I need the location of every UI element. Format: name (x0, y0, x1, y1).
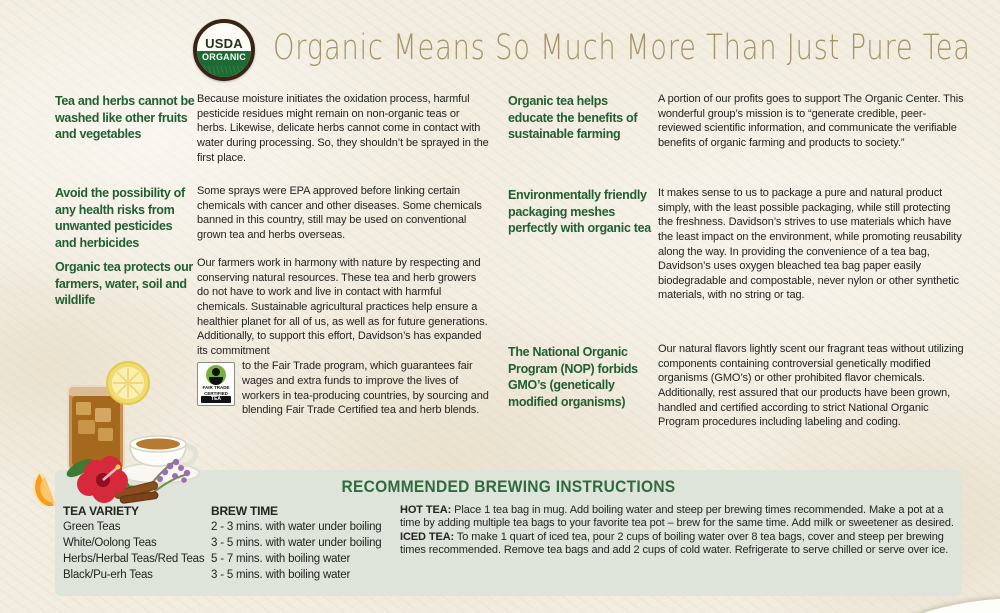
heading-friendly-packaging: Environmentally friendly packaging meshes perfectly with organic tea (508, 188, 651, 236)
fair-trade-tea-tag: TEA (201, 396, 231, 403)
tea-collage-graphic (18, 356, 210, 506)
column-header-tea-variety: TEA VARIETY (63, 504, 139, 518)
iced-tea-label: ICED TEA: (400, 530, 455, 543)
usda-seal-field-lines (202, 66, 245, 74)
hot-tea-instructions (400, 504, 955, 531)
heading-educate-benefits: Organic tea helps educate the benefits of sustainable farming (508, 94, 638, 142)
usda-organic-seal-icon (193, 19, 255, 81)
tea-collage-image (18, 356, 210, 511)
heading-nop-forbids-gmo: The National Organic Program (NOP) forbids GMO’s (genetically modified organisms) (508, 345, 638, 409)
paragraph-farmers-harmony (197, 256, 489, 418)
usda-seal-top-label: USDA (205, 36, 243, 52)
heading-organic-protects: Organic tea protects our farmers, water, soil and wildlife (55, 260, 193, 308)
table-row: Black/Pu-erh Teas 3 - 5 mins. with boiling water (63, 569, 351, 581)
lemon-slice-icon (107, 362, 149, 404)
tea-variety-table (63, 503, 396, 583)
fair-trade-label-line1: FAIR TRADE (202, 385, 230, 391)
table-row: White/Oolong Teas 3 - 5 mins. with water under boiling (63, 537, 382, 549)
hot-tea-label: HOT TEA: (400, 504, 452, 516)
paragraph-epa-sprays: Some sprays were EPA approved before linking certain chemicals with cancer and other diseases. Some chemicals banned in this country, still may be used on conventional grown tea and herbs overseas. (197, 185, 482, 241)
iced-tea-text: To make 1 quart of iced tea, pour 2 cups of boiling water over 8 tea bags, cover and steep per brewing times recommended. Remove tea bags and add 2 cups of cold water. Refrigerate to serve chilled or serve over ice. (400, 530, 949, 557)
paragraph-moisture-oxidation: Because moisture initiates the oxidation process, harmful pesticide residues might remain on non-organic teas or herbs. Likewise, delicate herbs cannot come in contact with water during processing. So, they shouldn’t be sprayed in the first place. (197, 93, 489, 164)
column-header-brew-time: BREW TIME (211, 504, 278, 518)
page-title: Organic Means So Much More Than Just Pure Tea (273, 28, 971, 68)
paragraph-farmers-harmony-text: Our farmers work in harmony with nature by respecting and conserving natural resources. These tea and herb growers do not have to work and live in contact with harmful chemicals. Sustainable agricultural practices help ensure a healthier planet for all of us, as well as for future generations. Additionally, to support this effort, Davidson’s has expanded its commitment (197, 257, 488, 357)
paragraph-fair-trade-wrap (197, 359, 489, 418)
orange-slice-icon (34, 472, 56, 506)
brewing-title: RECOMMENDED BREWING INSTRUCTIONS (341, 478, 676, 496)
paragraph-organic-center: A portion of our profits goes to support The Organic Center. This wonderful group’s mission is to “generate credible, peer-reviewed scientific information, and communicate the verifiable benefits of organic farming and products to society.” (658, 93, 964, 149)
plate-edge-decoration (845, 598, 1000, 613)
paragraph-natural-flavors: Our natural flavors lightly scent our fragrant teas without utilizing components containing controversial genetically modified organisms (GMO’s) or other prohibited flavor chemicals. Additionally, rest assured that our products have been grown, handled and certified according to strict National Organic Program procedures including labeling and coding. (658, 343, 964, 429)
fair-trade-label-line2: CERTIFIED (204, 390, 228, 396)
usda-seal-bottom-label: ORGANIC (197, 51, 251, 77)
table-row: Green Teas 2 - 3 mins. with water under boiling (63, 521, 382, 533)
heading-tea-cannot-be-washed: Tea and herbs cannot be washed like other fruits and vegetables (55, 94, 195, 142)
table-row: Herbs/Herbal Teas/Red Teas 5 - 7 mins. with boiling water (63, 553, 351, 565)
heading-avoid-health-risks: Avoid the possibility of any health risks from unwanted pesticides and herbicides (55, 186, 185, 250)
paragraph-packaging: It makes sense to us to package a pure and natural product simply, with the least possible packaging, while still protecting the freshness. Davidson’s strives to use materials which have the least impact on the environment, while promoting reusability along the way. In providing the convenience of a tea bag, Davidson’s uses oxygen bleached tea bag paper easily biodegradable and compostable, never nylon or other synthetic materials, with no string or tag. (658, 187, 962, 302)
paragraph-fair-trade-text: to the Fair Trade program, which guarantees fair wages and extra funds to improve the lives of workers in tea-producing countries, by sourcing and blending Fair Trade Certified tea and herb blends. (242, 360, 489, 417)
hot-tea-text: Place 1 tea bag in mug. Add boiling water and steep per brewing times recommended. Make a pot at a time by adding multiple tea bags to your favorite tea pot – brew for the same time. Add milk or sweetener as desired. (400, 504, 954, 530)
iced-tea-instructions (400, 531, 955, 558)
brewing-instructions-text (400, 504, 955, 558)
